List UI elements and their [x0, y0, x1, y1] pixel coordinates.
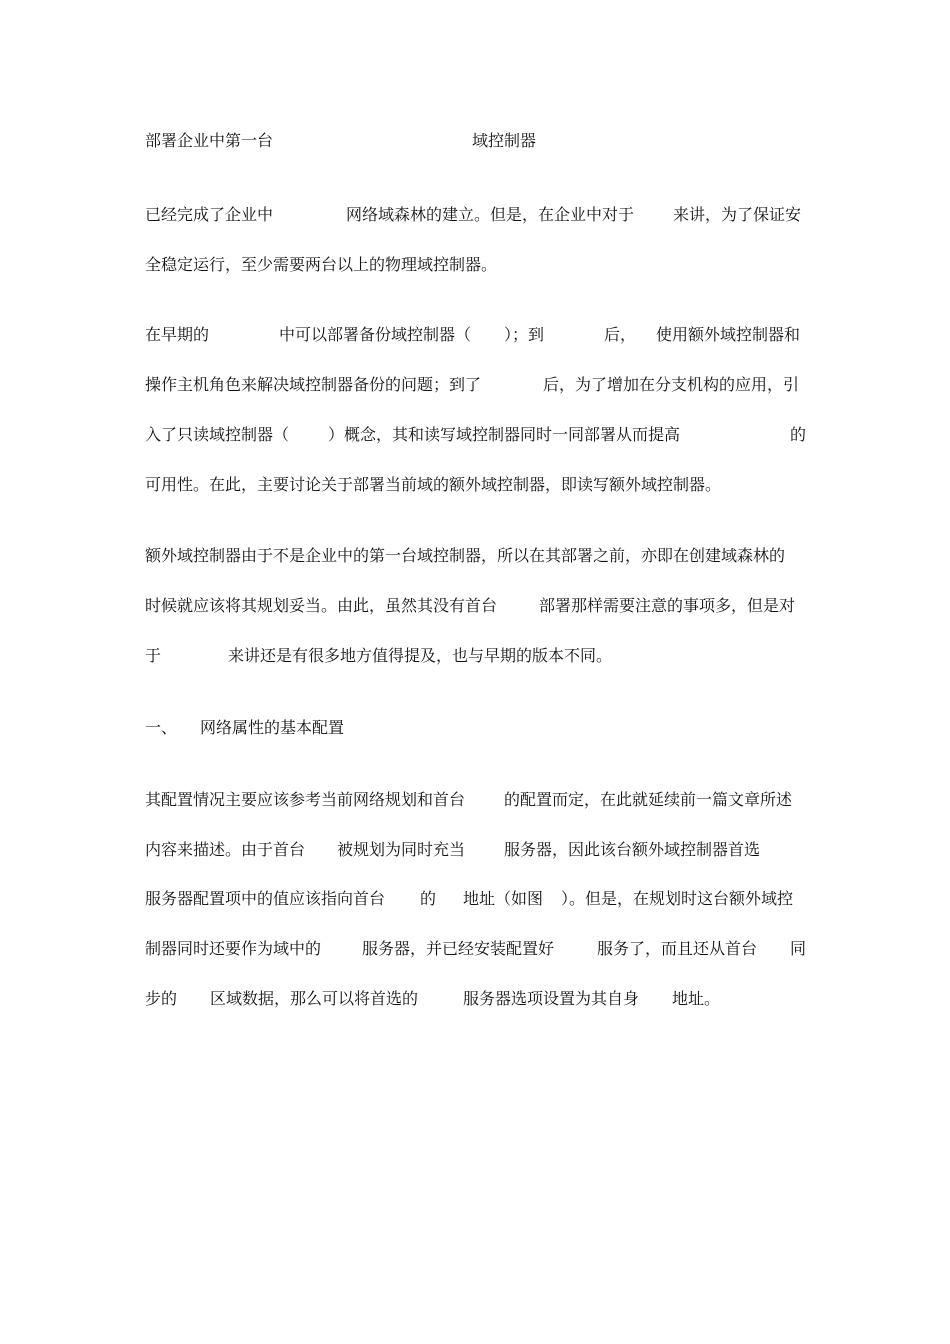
p2-l3-s2: ）概念，其和读写域控制器同时一同部署从而提高 [328, 425, 681, 444]
p1-l1-s3: 来讲，为了保证安 [673, 205, 802, 224]
p3-l3-s1: 于 [145, 646, 162, 665]
p2-l1-s5: 使用额外域控制器和 [656, 325, 801, 344]
p4-l4-s3: 服务了，而且还从首台 [597, 939, 758, 958]
p4-l4-s2: 服务器，并已经安装配置好 [362, 939, 555, 958]
title-part-2: 域控制器 [472, 131, 537, 150]
p2-l2-s2: 后，为了增加在分支机构的应用，引 [543, 375, 800, 394]
p2-l1-s4: 后， [604, 325, 637, 344]
heading-text: 网络属性的基本配置 [200, 718, 345, 737]
p3-l2-s1: 时候就应该将其规划妥当。由此，虽然其没有首台 [145, 596, 498, 615]
p1-l1-s1: 已经完成了企业中 [145, 205, 274, 224]
p4-l5-s4: 地址。 [672, 989, 721, 1008]
p4-l1-s2: 的配置而定，在此就延续前一篇文章所述 [504, 790, 793, 809]
p4-l5-s2: 区域数据，那么可以将首选的 [210, 989, 419, 1008]
p2-l4-s1: 可用性。在此，主要讨论关于部署当前域的额外域控制器，即读写额外域控制器。 [145, 475, 722, 494]
p4-l5-s1: 步的 [145, 989, 178, 1008]
p4-l3-s1: 服务器配置项中的值应该指向首台 [145, 889, 386, 908]
p2-l1-s2: 中可以部署备份域控制器（ [279, 325, 472, 344]
p4-l3-s4: ）。但是，在规划时这台额外域控 [561, 889, 794, 908]
p4-l3-s2: 的 [420, 889, 437, 908]
p1-l2-s1: 全稳定运行，至少需要两台以上的物理域控制器。 [145, 255, 498, 274]
p3-l3-s2: 来讲还是有很多地方值得提及，也与早期的版本不同。 [228, 646, 613, 665]
p4-l4-s4: 同 [790, 939, 807, 958]
heading-number: 一、 [145, 718, 178, 737]
p3-l1-s1: 额外域控制器由于不是企业中的第一台域控制器，所以在其部署之前，亦即在创建域森林的 [145, 546, 786, 565]
title-part-1: 部署企业中第一台 [145, 131, 274, 150]
p2-l3-s3: 的 [790, 425, 807, 444]
p2-l1-s1: 在早期的 [145, 325, 210, 344]
p2-l3-s1: 入了只读域控制器（ [145, 425, 290, 444]
p3-l2-s2: 部署那样需要注意的事项多，但是对 [539, 596, 796, 615]
p4-l2-s1: 内容来描述。由于首台 [145, 840, 306, 859]
p4-l1-s1: 其配置情况主要应该参考当前网络规划和首台 [145, 790, 466, 809]
p4-l2-s2: 被规划为同时充当 [337, 840, 466, 859]
p2-l2-s1: 操作主机角色来解决域控制器备份的问题；到了 [145, 375, 482, 394]
p2-l1-s3: ）；到 [504, 325, 545, 344]
p4-l5-s3: 服务器选项设置为其自身 [463, 989, 640, 1008]
p4-l4-s1: 制器同时还要作为域中的 [145, 939, 322, 958]
p1-l1-s2: 网络域森林的建立。但是，在企业中对于 [346, 205, 635, 224]
p4-l2-s3: 服务器，因此该台额外域控制器首选 [504, 840, 761, 859]
p4-l3-s3: 地址（如图 [463, 889, 544, 908]
